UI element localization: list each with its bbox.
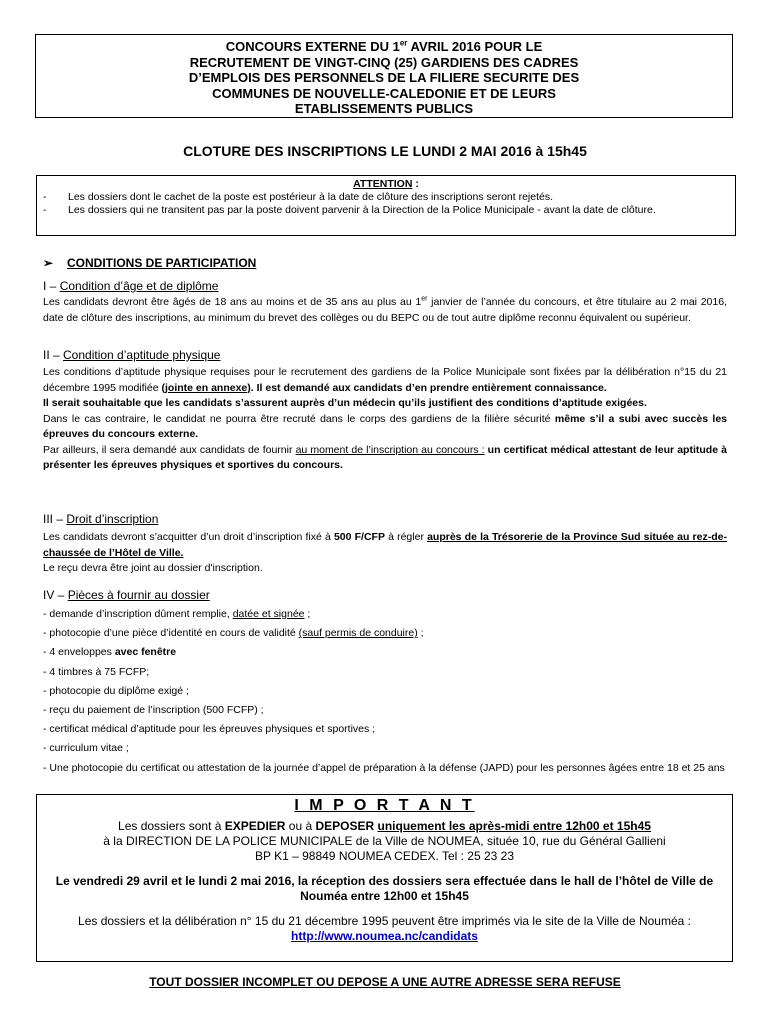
section-3-paragraph: Le reçu devra être joint au dossier d'inscription.: [43, 562, 263, 574]
list-item: - certificat médical d’aptitude pour les épreuves physiques et sportives ;: [43, 723, 376, 736]
section-2-text: [43, 365, 727, 474]
attention-title: ATTENTION :: [353, 178, 419, 190]
important-box: [36, 794, 733, 962]
title-line-4: COMMUNES DE NOUVELLE-CALEDONIE ET DE LEURS: [212, 85, 556, 101]
title-line-2: RECRUTEMENT DE VINGT-CINQ (25) GARDIENS DES CADRES: [189, 54, 579, 70]
cloture-heading: CLOTURE DES INSCRIPTIONS LE LUNDI 2 MAI 2016 à 15h45: [183, 143, 587, 159]
list-item: - curriculum vitae ;: [43, 742, 129, 755]
section-2-paragraph: Il serait souhaitable que les candidats s’assurent auprès d’un médecin qu’ils justifient des conditions d’aptitude exigées.: [43, 397, 647, 409]
attention-box: [36, 175, 736, 236]
title-box: [35, 34, 733, 118]
list-item: - photocopie du diplôme exigé ;: [43, 684, 189, 697]
important-paragraph: Le vendredi 29 avril et le lundi 2 mai 2016, la réception des dossiers sera effectuée dans le hall de l’hôtel de Ville de Nouméa entre 12h00 et 15h45: [55, 874, 714, 903]
list-item: - Une photocopie du certificat ou attestation de la journée d’appel de préparation à la défense (JAPD) pour les personnes âgées entre 18 et 25 ans: [43, 761, 725, 774]
section-2-heading: II – Condition d’aptitude physique: [43, 348, 221, 362]
candidats-link[interactable]: http://www.noumea.nc/candidats: [291, 929, 478, 943]
section-3-paragraph: Les candidats devront s’acquitter d’un droit d’inscription fixé à 500 F/CFP à régler auprès de la Trésorerie de la Province Sud située au rez-de-chaussée de l’Hôtel de Ville.: [43, 531, 727, 559]
section-2-paragraph: Par ailleurs, il sera demandé aux candidats de fournir au moment de l’inscription au concours : un certificat médical attestant de leur aptitude à présenter les épreuves physiques et sportives du concours.: [43, 443, 727, 471]
section-2-paragraph: Dans le cas contraire, le candidat ne pourra être recruté dans le corps des gardiens de la filière sécurité même s’il a subi avec succès les épreuves du concours externe.: [43, 412, 727, 440]
important-title: I M P O R T A N T: [294, 797, 475, 814]
list-item: - reçu du paiement de l’inscription (500 FCFP) ;: [43, 704, 264, 717]
list-item: - 4 timbres à 75 FCFP;: [43, 665, 150, 678]
title-line-3: D’EMPLOIS DES PERSONNELS DE LA FILIERE SECURITE DES: [188, 70, 580, 85]
section-2-paragraph: Les conditions d’aptitude physique requises pour le recrutement des gardiens de la Police Municipale sont fixées par la délibération n°15 du 21 décembre 1995 modifiée (jointe en annexe). Il est demandé aux candidats d’en prendre entièrement connaissance.: [43, 366, 727, 394]
section-1-text: Les candidats devront être âgés de 18 ans au moins et de 35 ans au plus au 1er janvier de l’année du concours, et être titulaire au 2 mai 2016, date de clôture des inscriptions, au minimum du brevet des collèges ou du BEPC ou de tout autre diplôme reconnu équivalent ou supérieur.: [43, 295, 727, 324]
section-3-text: [43, 530, 727, 577]
title-line-5: ETABLISSEMENTS PUBLICS: [294, 101, 474, 116]
title-line-1: CONCOURS EXTERNE DU 1er AVRIL 2016 POUR LE: [225, 38, 543, 54]
conditions-heading: ➢ CONDITIONS DE PARTICIPATION: [43, 256, 257, 270]
section-1-heading: I – Condition d’âge et de diplôme: [43, 279, 219, 293]
section-3-heading: III – Droit d’inscription: [43, 512, 159, 526]
documents-list: [43, 605, 727, 776]
footer-warning: TOUT DOSSIER INCOMPLET OU DEPOSE A UNE AUTRE ADRESSE SERA REFUSE: [149, 975, 621, 989]
attention-item: - Les dossiers dont le cachet de la poste est postérieur à la date de clôture des inscriptions seront rejetés.: [43, 191, 554, 203]
list-item: - photocopie d’une pièce d’identité en cours de validité (sauf permis de conduire) ;: [43, 627, 424, 640]
attention-item: - Les dossiers qui ne transitent pas par la poste doivent parvenir à la Direction de la Police Municipale - avant la date de clôture.: [43, 204, 656, 216]
arrow-bullet-icon: ➢: [43, 256, 54, 270]
list-item: - 4 enveloppes avec fenêtre: [43, 646, 177, 659]
section-4-heading: IV – Pièces à fournir au dossier: [43, 588, 210, 602]
list-item: - demande d’inscription dûment remplie, datée et signée ;: [43, 608, 311, 620]
important-paragraph: Les dossiers et la délibération n° 15 du 21 décembre 1995 peuvent être imprimés via le site de la Ville de Nouméa : http://www.noumea.nc/candidats: [78, 914, 691, 943]
important-paragraph: Les dossiers sont à EXPEDIER ou à DEPOSER uniquement les après-midi entre 12h00 et 15h45 à la DIRECTION DE LA POLICE MUNICIPALE de la Ville de NOUMEA, située 10, rue du Général Gallieni BP K1 – 98849 NOUMEA CEDEX. Tel : 25 23 23: [103, 819, 666, 863]
